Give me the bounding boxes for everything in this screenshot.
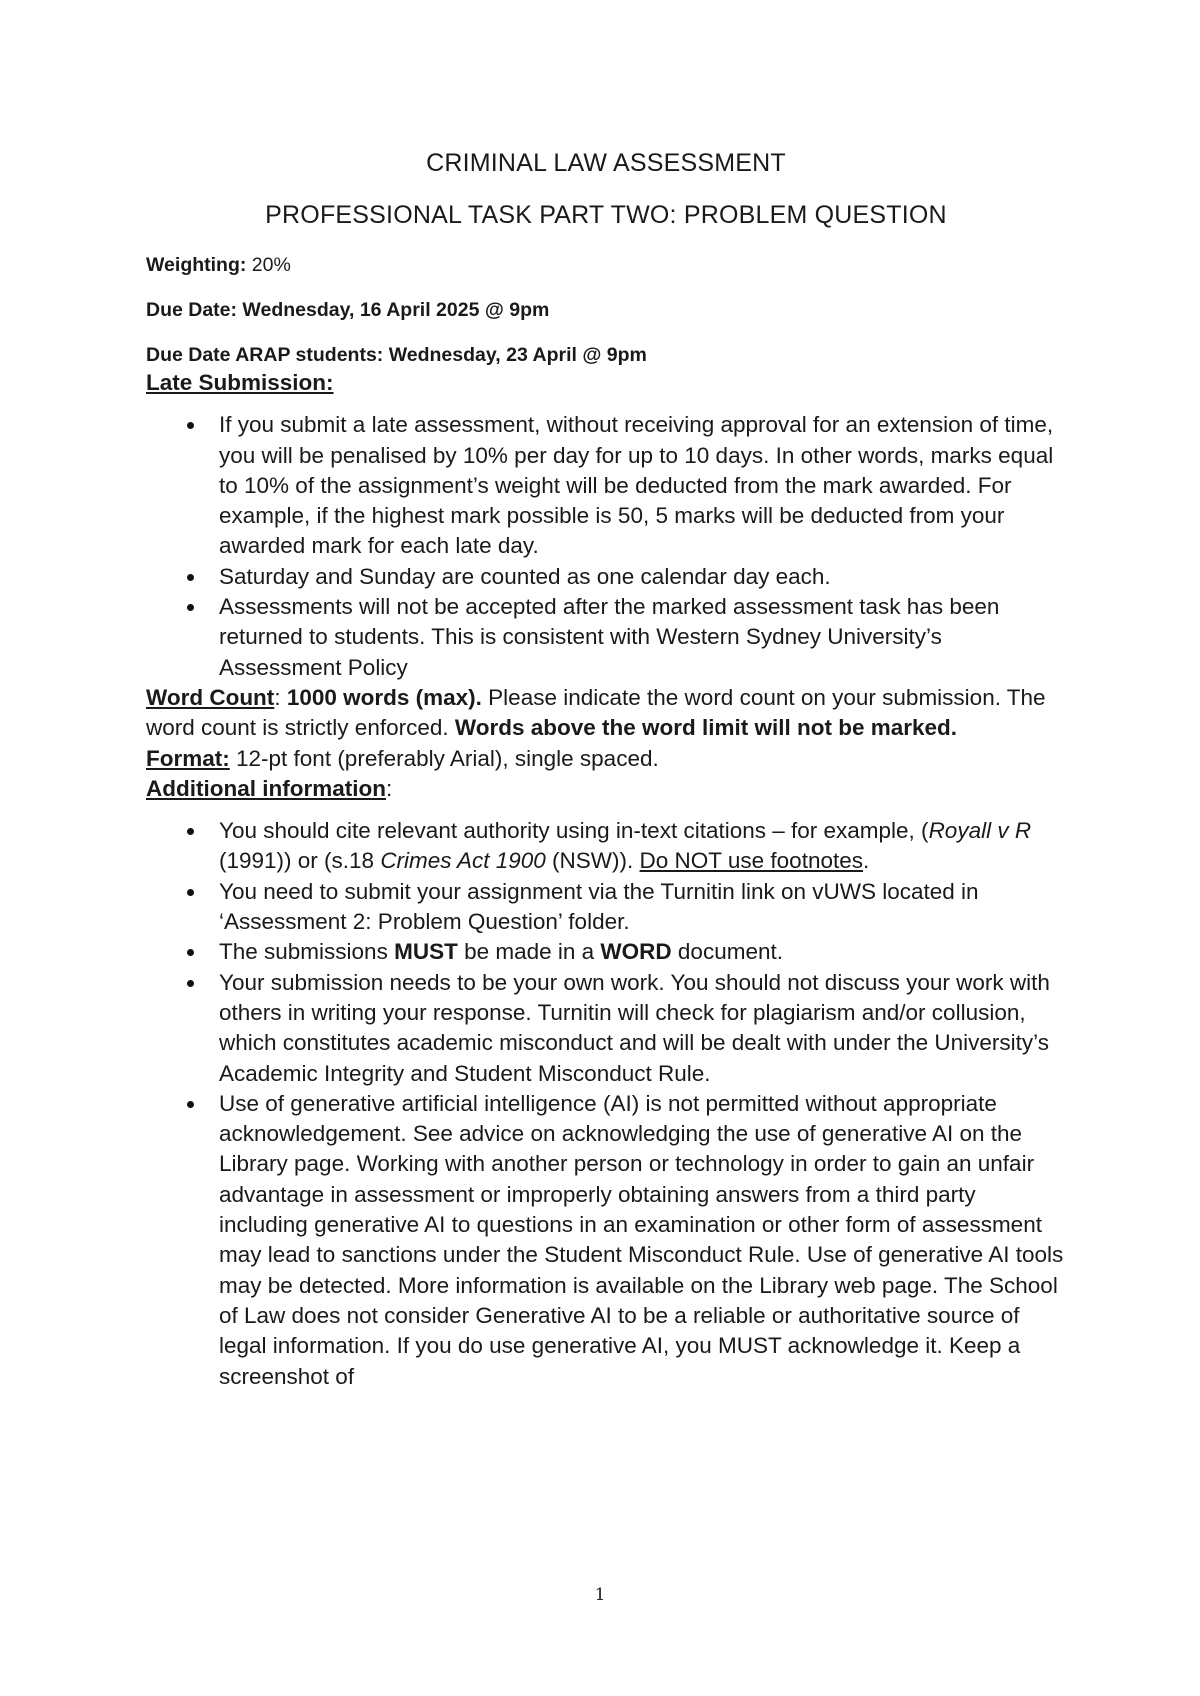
word-emphasis: WORD [600, 939, 672, 965]
list-item [146, 410, 1066, 561]
citation-text: (1991)) or (s.18 [219, 848, 381, 874]
late-submission-list [146, 410, 1066, 683]
bullet-icon [187, 574, 194, 581]
list-item [146, 937, 1066, 967]
citation-text: (NSW)). [545, 848, 640, 874]
weighting-line [146, 252, 1066, 278]
additional-information-label: Additional information [146, 775, 386, 801]
due-date: Due Date: Wednesday, 16 April 2025 @ 9pm [146, 299, 550, 321]
word-count-label: Word Count [146, 684, 275, 710]
list-item-text: Your submission needs to be your own work. You should not discuss your work with others in writing your response. Turnitin will check for plagiarism and/or collusion, which constitutes academic misconduct and will be dealt with under the University’s Academic Integrity and Student Misconduct Rule. [219, 969, 1050, 1086]
submission-text: The submissions [219, 939, 395, 965]
list-item-text: Assessments will not be accepted after the marked assessment task has been returned to students. This is consistent with Western Sydney University’s Assessment Policy [219, 594, 1000, 680]
word-count-separator: : [274, 684, 287, 710]
citation-text: . [862, 848, 870, 874]
word-count-max: 1000 words (max). [286, 684, 482, 710]
late-submission-label: Late Submission: [146, 370, 334, 395]
list-item-text: You need to submit your assignment via the Turnitin link on vUWS located in ‘Assessment 2: Problem Question’ folder. [219, 878, 979, 935]
bullet-icon [187, 828, 194, 835]
list-item [146, 816, 1066, 877]
list-item [146, 562, 1066, 592]
weighting-value: 20% [246, 254, 291, 276]
submission-text: be made in a [457, 939, 601, 965]
due-date-arap: Due Date ARAP students: Wednesday, 23 April @ 9pm [146, 344, 647, 366]
list-item-text: Saturday and Sunday are counted as one calendar day each. [219, 563, 831, 589]
weighting-label: Weighting: [146, 254, 247, 276]
additional-information-colon: : [385, 775, 393, 801]
page-number: 1 [594, 1585, 606, 1605]
format-text: 12-pt font (preferably Arial), single spaced. [229, 745, 659, 771]
footnotes-warning: Do NOT use footnotes [639, 848, 863, 874]
due-date-line [146, 297, 1066, 323]
list-item [146, 968, 1066, 1089]
act-name: Crimes Act 1900 [380, 848, 546, 874]
list-item-text: If you submit a late assessment, without receiving approval for an extension of time, you will be penalised by 10% per day for up to 10 days. In other words, marks equal to 10% of the assignment’s weight will be deducted from the mark awarded. For example, if the highest mark possible is 50, 5 marks will be deducted from your awarded mark for each late day. [219, 412, 1054, 559]
list-item-text: Use of generative artificial intelligence (AI) is not permitted without appropriate acknowledgement. See advice on acknowledging the use of generative AI on the Library page. Working with another person or technology in order to gain an unfair advantage in assessment or improperly obtaining answers from a third party including generative AI to questions in an examination or other form of assessment may lead to sanctions under the Student Misconduct Rule. Use of generative AI tools may be detected. More information is available on the Library web page. The School of Law does not consider Generative AI to be a reliable or authoritative source of legal information. If you do use generative AI, you MUST acknowledge it. Keep a screenshot of [219, 1090, 1064, 1389]
word-count-paragraph [146, 683, 1066, 744]
bullet-icon [187, 422, 194, 429]
late-submission-heading [146, 368, 1066, 398]
must-emphasis: MUST [394, 939, 458, 965]
bullet-icon [187, 1101, 194, 1108]
format-paragraph [146, 744, 1066, 774]
document-body [146, 140, 1066, 1392]
bullet-icon [187, 889, 194, 896]
document-subtitle: PROFESSIONAL TASK PART TWO: PROBLEM QUESTION [265, 201, 947, 229]
list-item [146, 592, 1066, 683]
word-count-warning: Words above the word limit will not be marked. [454, 715, 958, 741]
citation-text: You should cite relevant authority using in-text citations – for example, ( [219, 818, 929, 844]
list-item [146, 1089, 1066, 1392]
bullet-icon [187, 604, 194, 611]
format-label: Format: [146, 745, 230, 771]
due-date-arap-line [146, 342, 1066, 368]
additional-information-list [146, 816, 1066, 1392]
additional-information-heading [146, 774, 1066, 804]
case-name: Royall v R [928, 818, 1032, 844]
word-count-text: Please indicate the word count on your submission. The word count is strictly enforced. [146, 684, 1046, 741]
bullet-icon [187, 980, 194, 987]
document-title: CRIMINAL LAW ASSESSMENT [426, 149, 786, 177]
bullet-icon [187, 949, 194, 956]
list-item [146, 877, 1066, 938]
submission-text: document. [671, 939, 783, 965]
